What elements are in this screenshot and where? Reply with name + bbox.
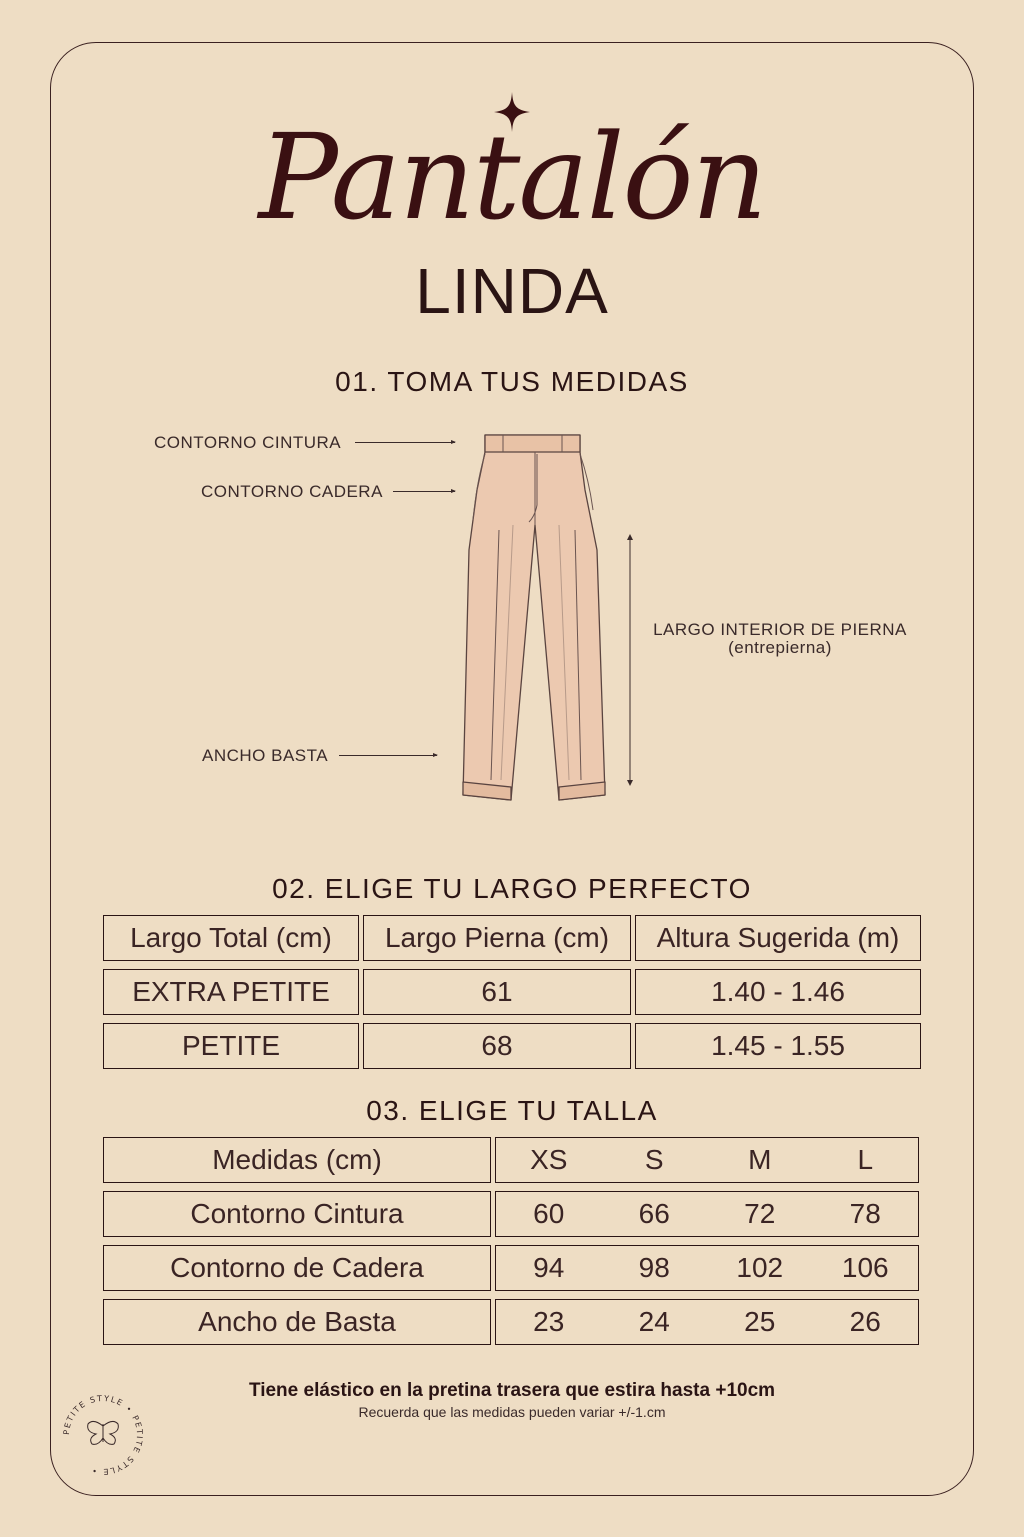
table-row xyxy=(103,1299,919,1345)
table-cell xyxy=(495,1245,919,1291)
brand-logo xyxy=(60,1392,146,1478)
label-hip: CONTORNO CADERA xyxy=(201,482,383,501)
table-row xyxy=(103,1191,919,1237)
length-header-cell: Altura Sugerida (m) xyxy=(635,915,921,961)
value-cell: 78 xyxy=(849,1198,881,1229)
table-cell xyxy=(495,1191,919,1237)
value-cell: 25 xyxy=(744,1306,776,1337)
variance-note: Recuerda que las medidas pueden variar +/-1.cm xyxy=(358,1404,666,1420)
table-cell: Ancho de Basta xyxy=(103,1299,491,1345)
table-row xyxy=(103,1245,919,1291)
size-xs: XS xyxy=(530,1144,568,1175)
table-cell: EXTRA PETITE xyxy=(103,969,359,1015)
arrow-hem xyxy=(339,755,437,756)
value-cell: 60 xyxy=(533,1198,565,1229)
size-header-values xyxy=(495,1137,919,1183)
measure-diagram xyxy=(0,420,1024,820)
section-heading-length: 02. ELIGE TU LARGO PERFECTO xyxy=(272,873,752,904)
section-heading-size: 03. ELIGE TU TALLA xyxy=(366,1095,658,1126)
size-header-row xyxy=(103,1137,919,1183)
logo-ring-text: PETITE STYLE • PETITE STYLE • xyxy=(61,1393,145,1477)
value-cell: 23 xyxy=(533,1306,565,1337)
table-cell xyxy=(495,1299,919,1345)
inseam-arrow xyxy=(620,532,640,788)
table-cell: 68 xyxy=(363,1023,631,1069)
length-header-row xyxy=(103,915,921,961)
pants-illustration xyxy=(455,430,615,815)
label-inseam-main: LARGO INTERIOR DE PIERNA xyxy=(653,620,907,639)
size-table xyxy=(99,1129,923,1353)
length-header-cell: Largo Total (cm) xyxy=(103,915,359,961)
size-s: S xyxy=(644,1144,664,1175)
table-row xyxy=(103,969,921,1015)
title-script: Pantalón xyxy=(258,108,766,246)
label-hem: ANCHO BASTA xyxy=(202,746,329,765)
value-cell: 66 xyxy=(638,1198,670,1229)
value-cell: 94 xyxy=(533,1252,565,1283)
size-header-label: Medidas (cm) xyxy=(103,1137,491,1183)
size-l: L xyxy=(857,1144,874,1175)
length-table xyxy=(99,907,925,1077)
label-inseam-sub: (entrepierna) xyxy=(728,638,832,657)
table-cell: PETITE xyxy=(103,1023,359,1069)
butterfly-icon xyxy=(88,1421,119,1444)
value-cell: 102 xyxy=(736,1252,784,1283)
table-cell: Contorno de Cadera xyxy=(103,1245,491,1291)
elastic-note: Tiene elástico en la pretina trasera que estira hasta +10cm xyxy=(248,1380,776,1401)
value-cell: 72 xyxy=(744,1198,776,1229)
section-heading-measure: 01. TOMA TUS MEDIDAS xyxy=(335,366,689,397)
table-cell: 1.40 - 1.46 xyxy=(635,969,921,1015)
size-m: M xyxy=(748,1144,772,1175)
value-cell: 106 xyxy=(841,1252,889,1283)
table-row xyxy=(103,1023,921,1069)
label-waist: CONTORNO CINTURA xyxy=(154,433,342,452)
value-cell: 26 xyxy=(849,1306,881,1337)
value-cell: 24 xyxy=(638,1306,670,1337)
label-inseam xyxy=(651,620,909,658)
table-cell: Contorno Cintura xyxy=(103,1191,491,1237)
arrow-waist xyxy=(355,442,455,443)
table-cell: 1.45 - 1.55 xyxy=(635,1023,921,1069)
table-cell: 61 xyxy=(363,969,631,1015)
length-header-cell: Largo Pierna (cm) xyxy=(363,915,631,961)
value-cell: 98 xyxy=(638,1252,670,1283)
title-name: LINDA xyxy=(415,255,609,327)
arrow-hip xyxy=(393,491,455,492)
